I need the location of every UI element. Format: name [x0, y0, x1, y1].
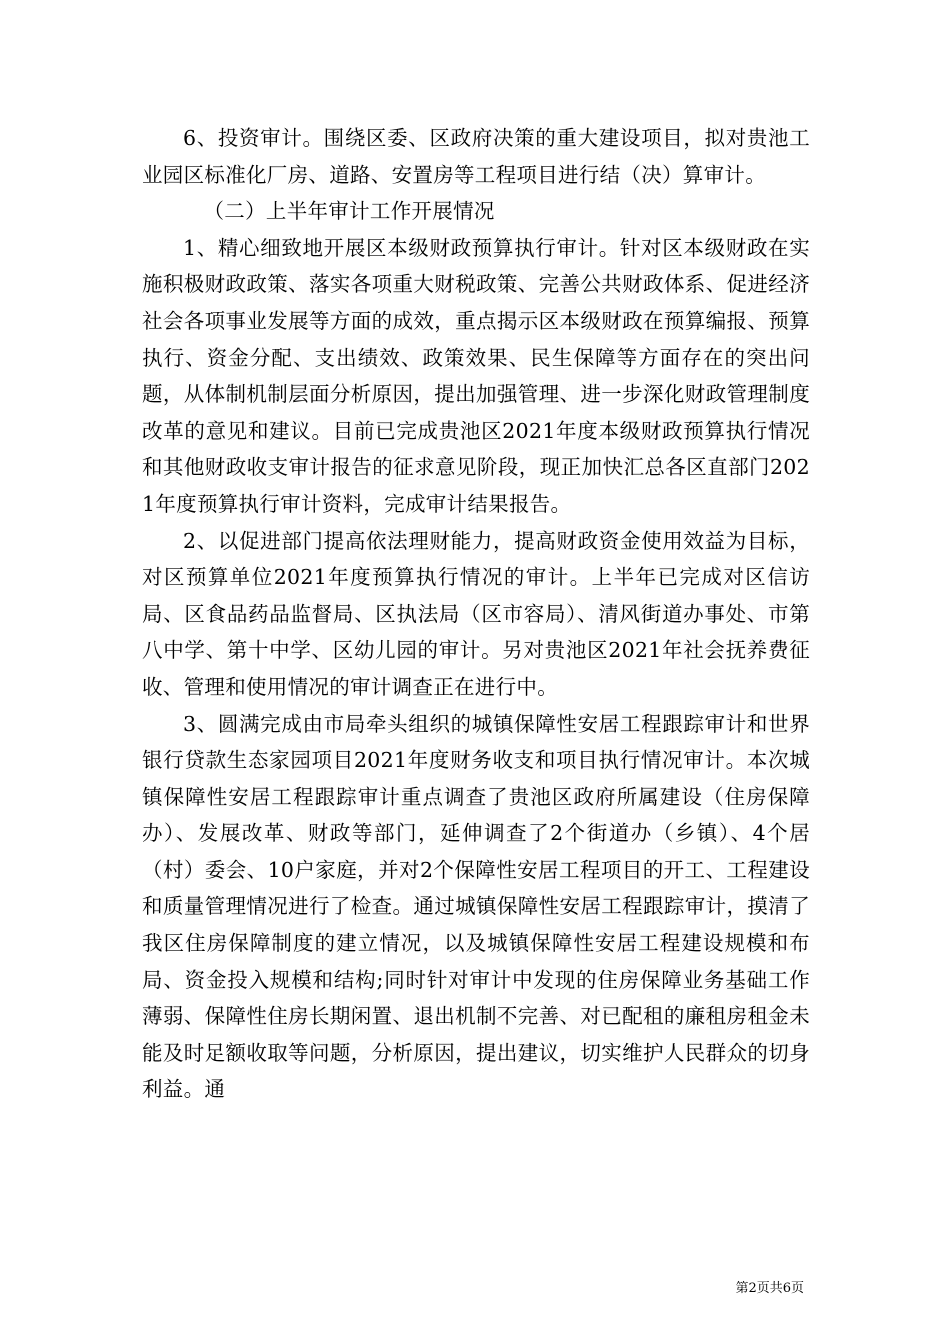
section-heading: （二）上半年审计工作开展情况	[203, 199, 495, 224]
page-number: 第2页共6页	[735, 1281, 804, 1296]
paragraph-department-audit: 2、以促进部门提高依法理财能力，提高财政资金使用效益为目标，对区预算单位2021年度预算执行情况的审计。上半年已完成对区信访局、区食品药品监督局、区执法局（区市容局）、清风街道办事处、市第八中学、第十中学、区幼儿园的审计。另对贵池区2021年社会抚养费征收、管理和使用情况的审计调查正在进行中。	[142, 528, 810, 699]
paragraph-housing-audit: 3、圆满完成由市局牵头组织的城镇保障性安居工程跟踪审计和世界银行贷款生态家园项目2021年度财务收支和项目执行情况审计。本次城镇保障性安居工程跟踪审计重点调查了贵池区政府所属建设（住房保障办）、发展改革、财政等部门，延伸调查了2个街道办（乡镇）、4个居（村）委会、10户家庭，并对2个保障性安居工程项目的开工、工程建设和质量管理情况进行了检查。通过城镇保障性安居工程跟踪审计，摸清了我区住房保障制度的建立情况，以及城镇保障性安居工程建设规模和布局、资金投入规模和结构;同时针对审计中发现的住房保障业务基础工作薄弱、保障性住房长期闲置、退出机制不完善、对已配租的廉租房租金未能及时足额收取等问题，分析原因，提出建议，切实维护人民群众的切身利益。通	[142, 711, 810, 1102]
document-body	[142, 120, 810, 1108]
paragraph-budget-audit: 1、精心细致地开展区本级财政预算执行审计。针对区本级财政在实施积极财政政策、落实各项重大财税政策、完善公共财政体系、促进经济社会各项事业发展等方面的成效，重点揭示区本级财政在预算编报、预算执行、资金分配、支出绩效、政策效果、民生保障等方面存在的突出问题，从体制机制层面分析原因，提出加强管理、进一步深化财政管理制度改革的意见和建议。目前已完成贵池区2021年度本级财政预算执行情况和其他财政收支审计报告的征求意见阶段，现正加快汇总各区直部门2021年度预算执行审计资料，完成审计结果报告。	[142, 235, 810, 516]
paragraph-investment-audit: 6、投资审计。围绕区委、区政府决策的重大建设项目，拟对贵池工业园区标准化厂房、道路、安置房等工程项目进行结（决）算审计。	[142, 126, 810, 187]
